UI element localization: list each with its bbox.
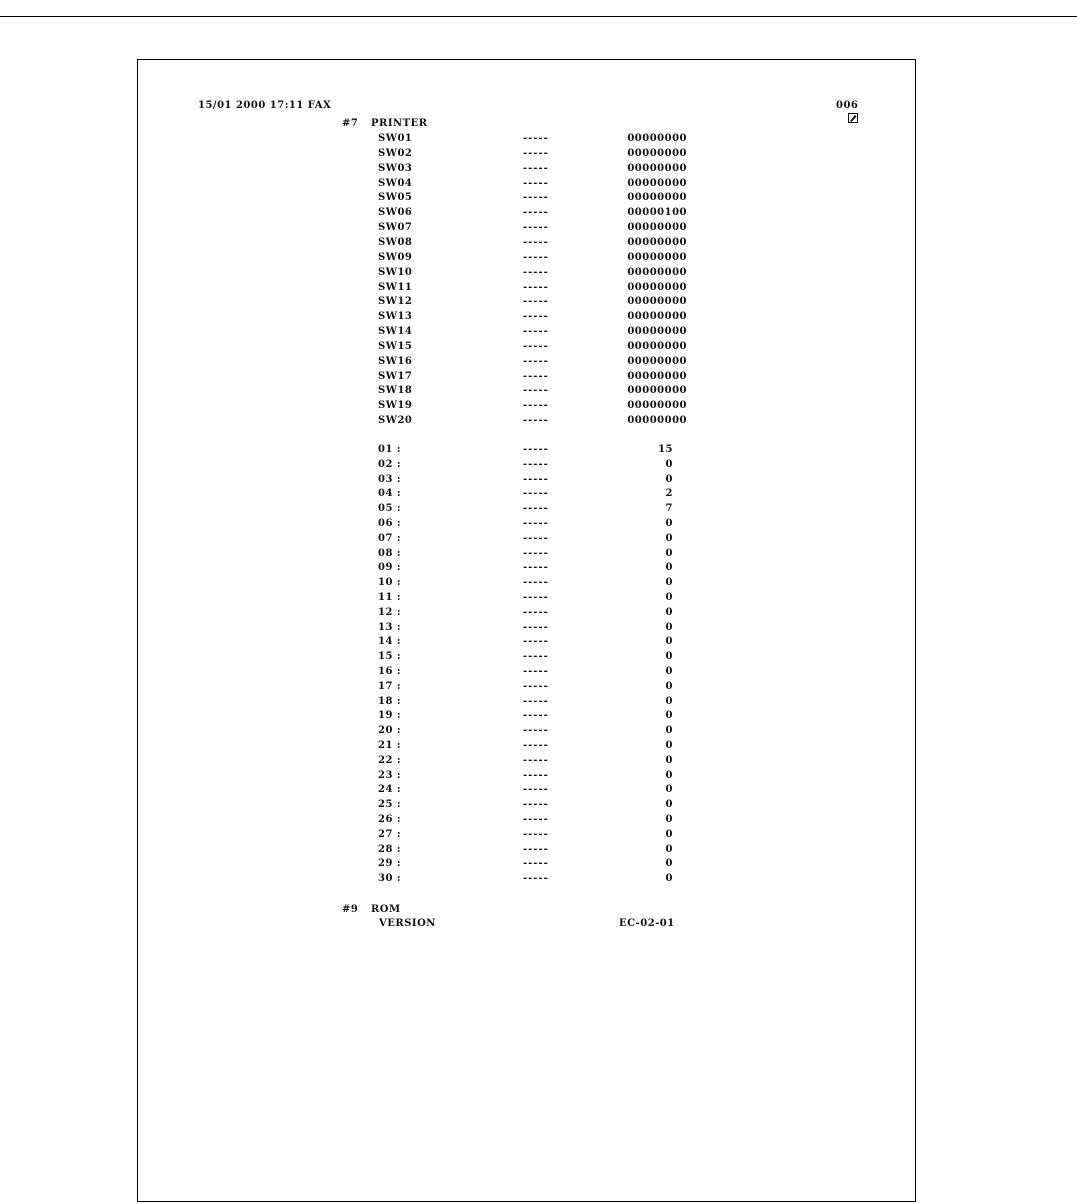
switch-row-label: SW06	[378, 207, 413, 219]
param-row-label: 12 :	[378, 606, 402, 618]
param-row-label: 11 :	[378, 592, 402, 603]
param-row-label: 25 :	[378, 799, 402, 811]
param-row-value: 15	[658, 444, 673, 455]
switch-row-label: SW16	[378, 355, 413, 367]
switch-row-dash: -----	[523, 207, 549, 219]
param-row-label: 01 :	[378, 444, 402, 455]
param-row-label: 21 :	[378, 740, 402, 751]
param-row-dash: -----	[523, 606, 549, 618]
param-row-value: 0	[665, 858, 673, 870]
param-row-label: 09 :	[378, 562, 402, 574]
param-row-dash: -----	[523, 725, 549, 737]
switch-row-dash: -----	[523, 281, 549, 293]
param-row-value: 0	[665, 606, 673, 618]
param-row-label: 10 :	[378, 577, 402, 589]
switch-row-value: 00000100	[627, 207, 687, 219]
param-row-value: 0	[665, 547, 673, 559]
param-row-value: 0	[665, 473, 673, 485]
param-row-dash: -----	[523, 873, 549, 885]
switch-row-label: SW11	[378, 281, 413, 293]
switch-row-dash: -----	[523, 326, 549, 338]
param-row-label: 18 :	[378, 695, 402, 707]
param-row-label: 24 :	[378, 784, 402, 796]
param-row-label: 06 :	[378, 518, 402, 529]
switch-row-dash: -----	[523, 236, 549, 248]
param-row-dash: -----	[523, 695, 549, 707]
switch-row-value: 00000000	[627, 385, 687, 397]
switch-row-label: SW14	[378, 326, 413, 338]
switch-row-value: 00000000	[627, 400, 687, 412]
switch-row-value: 00000000	[627, 355, 687, 367]
switch-row-value: 00000000	[627, 251, 687, 263]
param-row-value: 0	[665, 592, 673, 603]
switch-row-dash: -----	[523, 415, 549, 427]
switch-row-dash: -----	[523, 296, 549, 308]
param-row-value: 0	[665, 577, 673, 589]
param-row-value: 0	[665, 784, 673, 796]
switch-row-dash: -----	[523, 147, 549, 159]
page-number: 006	[836, 100, 859, 111]
param-row-dash: -----	[523, 651, 549, 663]
switch-row-dash: -----	[523, 222, 549, 234]
param-row-dash: -----	[523, 532, 549, 544]
param-row-dash: -----	[523, 621, 549, 633]
switch-row-dash: -----	[523, 251, 549, 263]
param-row-value: 2	[665, 488, 673, 500]
param-row-value: 0	[665, 873, 673, 885]
param-row-label: 17 :	[378, 680, 402, 692]
switch-row-label: SW12	[378, 296, 413, 308]
switch-row-value: 00000000	[627, 222, 687, 234]
param-row-dash: -----	[523, 754, 549, 766]
report-header-datetime: 15/01 2000 17:11 FAX	[198, 100, 332, 111]
param-row-label: 26 :	[378, 814, 402, 825]
switch-row-value: 00000000	[627, 162, 687, 174]
param-row-dash: -----	[523, 547, 549, 559]
param-row-dash: -----	[523, 503, 549, 515]
switch-row-value: 00000000	[627, 266, 687, 278]
param-row-label: 19 :	[378, 710, 402, 722]
switch-row-label: SW01	[378, 133, 413, 144]
param-row-dash: -----	[523, 444, 549, 455]
report-header-page	[824, 100, 858, 112]
switch-row-label: SW13	[378, 311, 413, 323]
param-row-value: 0	[665, 621, 673, 633]
switch-row-value: 00000000	[627, 370, 687, 382]
switch-row-value: 00000000	[627, 281, 687, 293]
param-row-dash: -----	[523, 666, 549, 677]
switch-row-label: SW19	[378, 400, 413, 412]
param-row-dash: -----	[523, 828, 549, 840]
param-row-label: 22 :	[378, 754, 402, 766]
switch-row-value: 00000000	[627, 415, 687, 427]
param-row-label: 20 :	[378, 725, 402, 737]
switch-row-label: SW04	[378, 177, 413, 189]
param-row-dash: -----	[523, 799, 549, 811]
param-row-value: 0	[665, 814, 673, 825]
param-row-value: 0	[665, 532, 673, 544]
switch-row-dash: -----	[523, 177, 549, 189]
switch-row-label: SW03	[378, 162, 413, 174]
param-row-dash: -----	[523, 784, 549, 796]
param-row-dash: -----	[523, 636, 549, 648]
param-row-dash: -----	[523, 858, 549, 870]
param-row-label: 04 :	[378, 488, 402, 500]
param-row-dash: -----	[523, 843, 549, 855]
fax-page-icon	[824, 101, 834, 111]
param-row-label: 02 :	[378, 458, 402, 470]
switch-row-dash: -----	[523, 133, 549, 144]
param-row-dash: -----	[523, 592, 549, 603]
param-row-value: 0	[665, 666, 673, 677]
param-row-dash: -----	[523, 710, 549, 722]
top-rule	[0, 16, 1077, 17]
switch-row-dash: -----	[523, 355, 549, 367]
switch-row-dash: -----	[523, 370, 549, 382]
param-row-dash: -----	[523, 458, 549, 470]
param-row-value: 0	[665, 695, 673, 707]
param-row-value: 0	[665, 754, 673, 766]
section-title-printer: PRINTER	[371, 118, 428, 129]
switch-row-label: SW05	[378, 192, 413, 204]
param-row-value: 0	[665, 725, 673, 737]
param-row-label: 23 :	[378, 769, 402, 781]
param-row-label: 05 :	[378, 503, 402, 515]
param-row-value: 0	[665, 518, 673, 529]
param-row-value: 0	[665, 769, 673, 781]
section-title-rom: ROM	[371, 904, 401, 915]
param-row-label: 28 :	[378, 843, 402, 855]
param-row-label: 15 :	[378, 651, 402, 663]
switch-row-label: SW09	[378, 251, 413, 263]
param-row-dash: -----	[523, 488, 549, 500]
switch-row-dash: -----	[523, 311, 549, 323]
section-number-printer: #7	[342, 118, 359, 129]
param-row-label: 13 :	[378, 621, 402, 633]
param-row-dash: -----	[523, 577, 549, 589]
switch-row-dash: -----	[523, 340, 549, 352]
rom-version-label: VERSION	[379, 918, 436, 929]
param-row-value: 0	[665, 740, 673, 751]
param-row-label: 03 :	[378, 473, 402, 485]
param-row-value: 7	[665, 503, 673, 515]
switch-row-label: SW08	[378, 236, 413, 248]
switch-row-dash: -----	[523, 192, 549, 204]
param-row-value: 0	[665, 799, 673, 811]
param-row-label: 27 :	[378, 828, 402, 840]
param-row-value: 0	[665, 636, 673, 648]
param-row-label: 30 :	[378, 873, 402, 885]
switch-row-label: SW17	[378, 370, 413, 382]
switch-row-label: SW20	[378, 415, 413, 427]
param-row-value: 0	[665, 651, 673, 663]
param-row-value: 0	[665, 562, 673, 574]
switch-row-dash: -----	[523, 400, 549, 412]
switch-row-value: 00000000	[627, 296, 687, 308]
switch-row-label: SW07	[378, 222, 413, 234]
switch-row-dash: -----	[523, 385, 549, 397]
switch-row-label: SW10	[378, 266, 413, 278]
param-row-dash: -----	[523, 562, 549, 574]
param-row-value: 0	[665, 710, 673, 722]
switch-row-value: 00000000	[627, 326, 687, 338]
param-row-dash: -----	[523, 518, 549, 529]
switch-row-value: 00000000	[627, 177, 687, 189]
param-row-value: 0	[665, 458, 673, 470]
param-row-dash: -----	[523, 740, 549, 751]
switch-row-label: SW15	[378, 340, 413, 352]
rom-version-value: EC-02-01	[619, 918, 675, 929]
param-row-value: 0	[665, 843, 673, 855]
param-row-label: 29 :	[378, 858, 402, 870]
switch-row-label: SW18	[378, 385, 413, 397]
param-row-value: 0	[665, 680, 673, 692]
switch-row-value: 00000000	[627, 133, 687, 144]
param-row-dash: -----	[523, 473, 549, 485]
section-number-rom: #9	[342, 904, 359, 915]
switch-row-value: 00000000	[627, 236, 687, 248]
switch-row-value: 00000000	[627, 192, 687, 204]
param-row-label: 08 :	[378, 547, 402, 559]
param-row-value: 0	[665, 828, 673, 840]
param-row-label: 16 :	[378, 666, 402, 677]
param-row-label: 14 :	[378, 636, 402, 648]
switch-row-value: 00000000	[627, 147, 687, 159]
param-row-dash: -----	[523, 680, 549, 692]
switch-row-dash: -----	[523, 266, 549, 278]
switch-row-value: 00000000	[627, 340, 687, 352]
switch-row-dash: -----	[523, 162, 549, 174]
param-row-dash: -----	[523, 769, 549, 781]
switch-row-value: 00000000	[627, 311, 687, 323]
printout-sheet	[137, 59, 916, 1202]
switch-row-label: SW02	[378, 147, 413, 159]
param-row-dash: -----	[523, 814, 549, 825]
param-row-label: 07 :	[378, 532, 402, 544]
